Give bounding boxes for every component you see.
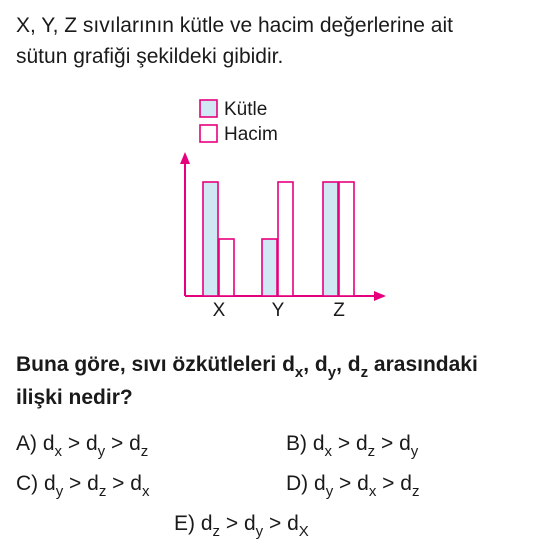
- option-d[interactable]: D) $d_y > d_x > d_z$: [286, 472, 420, 500]
- legend-label-0: Kütle: [224, 99, 268, 120]
- x-axis-arrow: [374, 291, 386, 301]
- x-tick-z: Z: [333, 300, 345, 321]
- y-axis-arrow: [180, 152, 190, 164]
- legend-label-1: Hacim: [224, 124, 278, 145]
- question-prompt: [16, 348, 546, 414]
- option-b[interactable]: B) $d_x > d_z > d_y$: [286, 432, 419, 460]
- option-a[interactable]: A) $d_x > d_y > d_z$: [16, 432, 149, 460]
- legend-swatch-0: [200, 100, 217, 117]
- bar-y-kutle: [262, 239, 277, 296]
- bar-z-hacim: [339, 182, 354, 296]
- bar-y-hacim: [278, 182, 293, 296]
- bar-x-kutle: [203, 182, 218, 296]
- intro-line-1: X, Y, Z sıvılarının kütle ve hacim değerlerine ait: [16, 14, 453, 37]
- question-line-2: ilişki nedir?: [16, 386, 133, 409]
- intro-line-2: sütun grafiği şekildeki gibidir.: [16, 45, 284, 68]
- x-tick-x: X: [212, 300, 226, 321]
- question-line-1: Buna göre, sıvı özkütleleri $d_x$, $d_y$, $d_z$ arasındaki: [16, 353, 478, 381]
- bar-z-kutle: [323, 182, 338, 296]
- bar-x-hacim: [219, 239, 234, 296]
- option-c[interactable]: C) $d_y > d_z > d_x$: [16, 472, 150, 500]
- option-e[interactable]: E) $d_z > d_y > d_X$: [174, 512, 309, 540]
- x-tick-y: Y: [271, 300, 285, 321]
- legend-swatch-1: [200, 125, 217, 142]
